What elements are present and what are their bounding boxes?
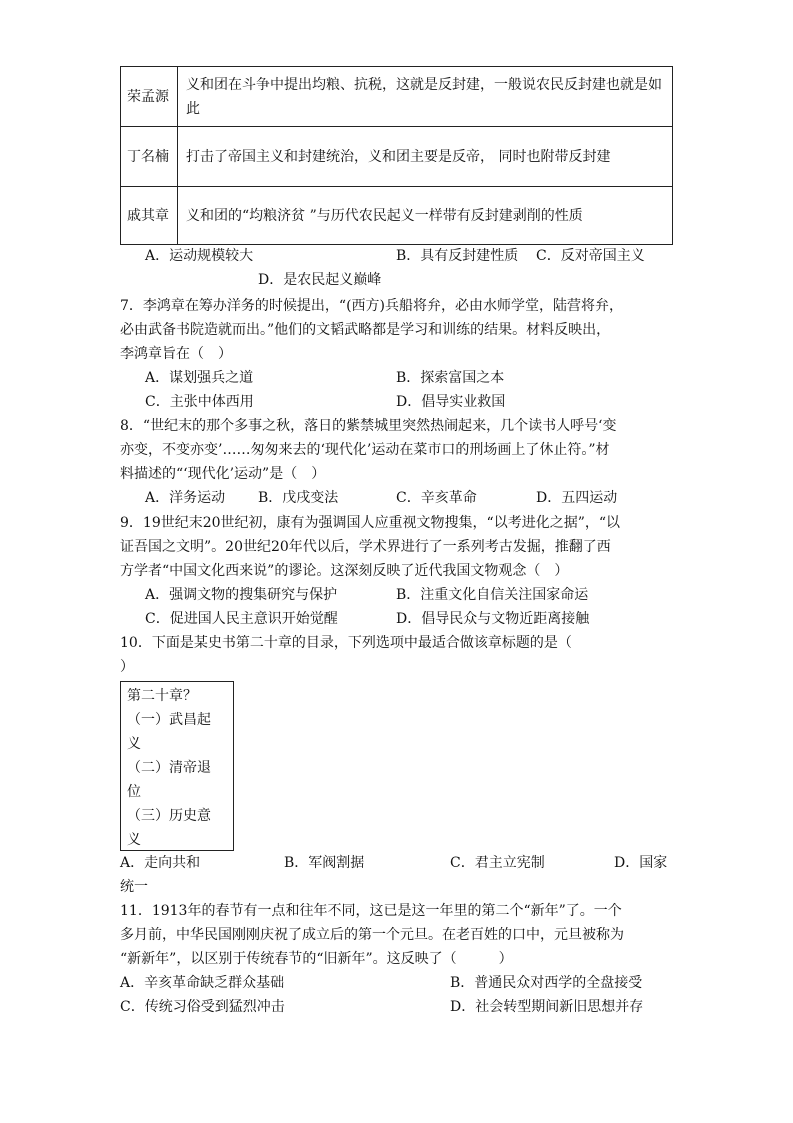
option-d[interactable]: D．倡导民众与文物近距离接触	[396, 611, 590, 627]
option-a[interactable]: A．洋务运动	[145, 490, 226, 506]
scholar-name: 戚其章	[121, 187, 178, 245]
option-a[interactable]: A．辛亥革命缺乏群众基础	[120, 975, 285, 991]
chapter-contents-box	[120, 681, 234, 851]
question-11-text: 11．1913年的春节有一点和往年不同，这已是这一年里的第二个“新年”了。一个	[120, 903, 622, 919]
option-d[interactable]: D．倡导实业救国	[396, 394, 506, 410]
option-b[interactable]: B．注重文化自信关注国家命运	[396, 587, 589, 603]
question-9-text: 证吾国之文明”。20世纪20年代以后，学术界进行了一系列考古发掘，推翻了西	[120, 539, 611, 555]
question-9-text: 方学者“中国文化西来说”的谬论。这深刻反映了近代我国文物观念（ ）	[120, 563, 569, 579]
option-a[interactable]: A．运动规模较大	[145, 248, 254, 264]
opinions-table	[120, 66, 673, 245]
question-10-text: 10．下面是某史书第二十章的目录，下列选项中最适合做该章标题的是（	[120, 635, 572, 651]
option-c[interactable]: C．促进国人民主意识开始觉醒	[145, 611, 338, 627]
option-b[interactable]: B．普通民众对西学的全盘接受	[450, 975, 643, 991]
table-row	[121, 127, 673, 187]
question-7-text: 必由武备书院造就而出。”他们的文韬武略都是学习和训练的结果。材料反映出，	[120, 322, 611, 338]
question-10-text: ）	[120, 659, 134, 675]
question-8-text: 亦变，不变亦变’……匆匆来去的‘现代化’运动在菜市口的刑场画上了休止符。”材	[120, 442, 610, 458]
question-11-text: “新新年”，以区别于传统春节的“旧新年”。这反映了（ ）	[120, 951, 513, 967]
option-a[interactable]: A．走向共和	[120, 855, 201, 871]
option-d[interactable]: D．社会转型期间新旧思想并存	[450, 999, 644, 1015]
question-8-text: 料描述的“‘现代化’运动”是（ ）	[120, 466, 326, 482]
option-d[interactable]: D．是农民起义巅峰	[258, 272, 382, 288]
option-b[interactable]: B．具有反封建性质	[396, 248, 519, 264]
table-row	[121, 187, 673, 245]
option-d-continued: 统一	[120, 879, 148, 895]
scholar-view: 打击了帝国主义和封建统治，义和团主要是反帝， 同时也附带反封建	[178, 127, 673, 187]
option-b[interactable]: B．戊戌变法	[258, 490, 339, 506]
question-7-text: 7．李鸿章在筹办洋务的时候提出，“(西方)兵船将弁，必由水师学堂，陆营将弁，	[120, 298, 623, 314]
question-9-text: 9．19世纪末20世纪初，康有为强调国人应重视文物搜集，“以考进化之据”，“以	[120, 515, 621, 531]
option-c[interactable]: C．辛亥革命	[396, 490, 477, 506]
toc-line: （一）武昌起	[127, 712, 211, 728]
option-d[interactable]: D．国家	[614, 855, 668, 871]
option-b[interactable]: B．探索富国之本	[396, 370, 505, 386]
question-8-text: 8．“世纪末的那个多事之秋，落日的紫禁城里突然热闹起来，几个读书人呼号‘变	[120, 418, 617, 434]
option-a[interactable]: A．强调文物的搜集研究与保护	[145, 587, 338, 603]
toc-line: 第二十章？	[127, 688, 197, 704]
table-row	[121, 67, 673, 127]
option-c[interactable]: C．反对帝国主义	[536, 248, 645, 264]
option-c[interactable]: C．君主立宪制	[450, 855, 545, 871]
question-11-text: 多月前，中华民国刚刚庆祝了成立后的第一个元旦。在老百姓的口中，元旦被称为	[120, 927, 624, 943]
toc-line: 位	[127, 784, 141, 800]
scholar-name: 荣孟源	[121, 67, 178, 127]
option-a[interactable]: A．谋划强兵之道	[145, 370, 254, 386]
option-d[interactable]: D．五四运动	[536, 490, 618, 506]
toc-line: （三）历史意	[127, 808, 211, 824]
toc-line: 义	[127, 736, 141, 752]
toc-line: 义	[127, 832, 141, 848]
option-b[interactable]: B．军阀割据	[284, 855, 365, 871]
scholar-name: 丁名楠	[121, 127, 178, 187]
option-c[interactable]: C．传统习俗受到猛烈冲击	[120, 999, 285, 1015]
toc-line: （二）清帝退	[127, 760, 211, 776]
option-c[interactable]: C．主张中体西用	[145, 394, 254, 410]
scholar-view: 义和团的“均粮济贫 ”与历代农民起义一样带有反封建剥削的性质	[178, 187, 673, 245]
question-7-text: 李鸿章旨在（ ）	[120, 346, 232, 362]
scholar-view: 义和团在斗争中提出均粮、抗税，这就是反封建，一般说农民反封建也就是如此	[178, 67, 673, 127]
